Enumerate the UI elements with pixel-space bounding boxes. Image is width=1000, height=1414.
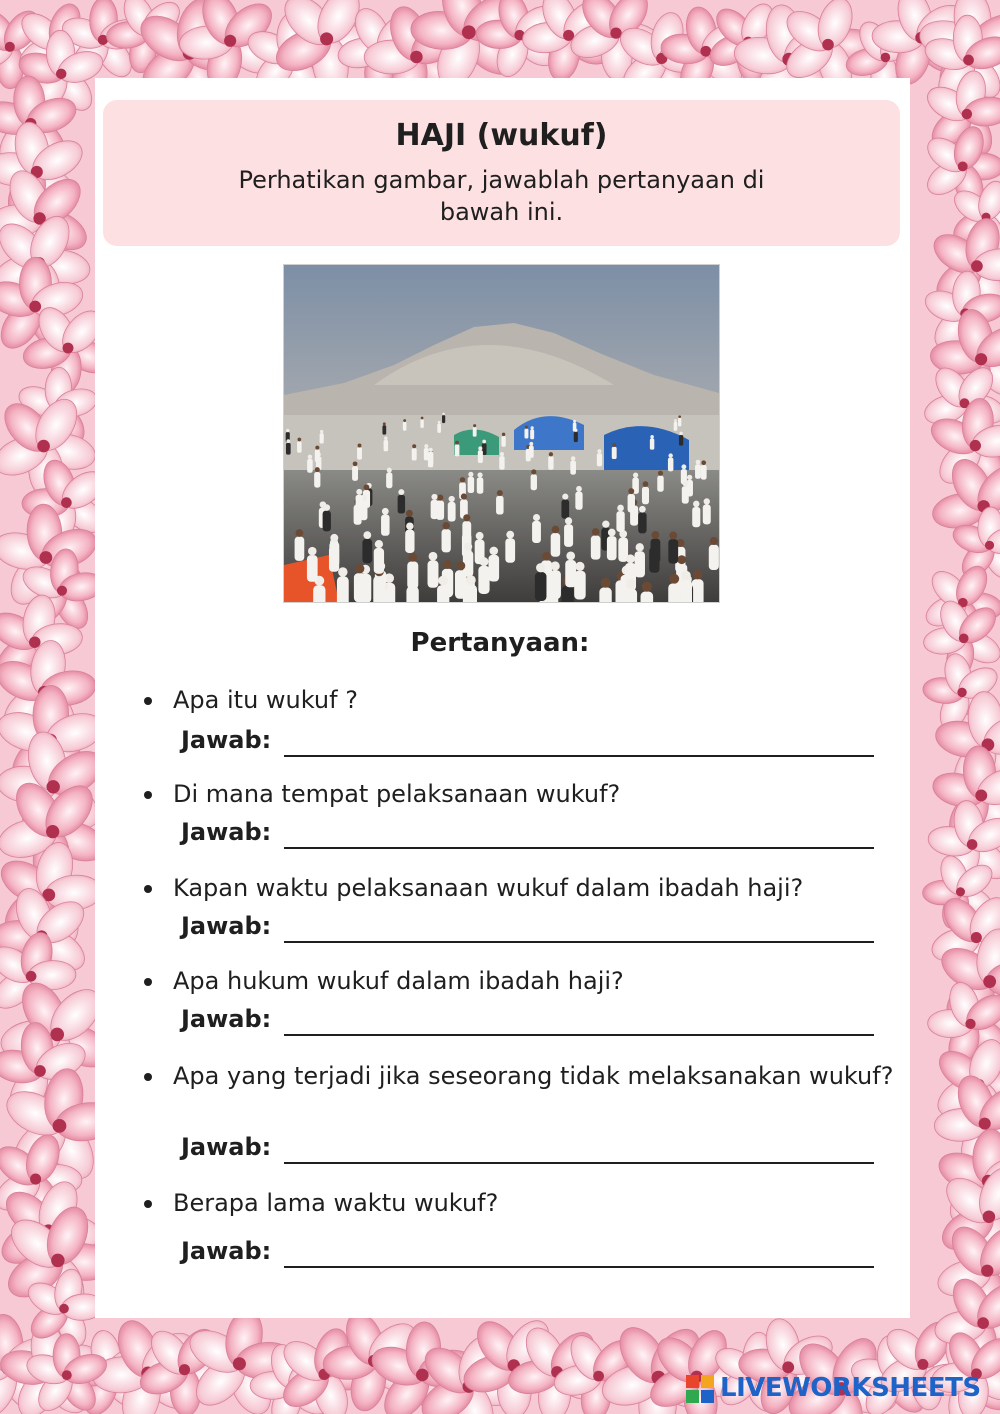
pilgrim-figure (679, 432, 683, 446)
question-text: Di mana tempat pelaksanaan wukuf? (173, 780, 621, 808)
pilgrim-figure (496, 490, 504, 515)
answer-line[interactable] (284, 1162, 874, 1164)
pilgrim-figure (478, 557, 489, 594)
pilgrim-figure (382, 422, 386, 434)
pilgrim-figure (597, 449, 602, 466)
pilgrim-figure (431, 494, 439, 519)
pilgrim-figure (357, 444, 362, 460)
answer-label: Jawab: (181, 1237, 272, 1265)
pilgrim-figure (638, 506, 646, 533)
pilgrim-figure (709, 537, 719, 570)
pilgrim-figure (551, 526, 560, 557)
pilgrim-figure (668, 453, 673, 471)
answer-5 (181, 1133, 271, 1161)
pilgrim-figure (405, 522, 414, 553)
pilgrim-figure (473, 424, 477, 437)
pilgrim-figure (591, 528, 601, 560)
pilgrim-figure (678, 415, 681, 426)
pilgrim-figure (386, 468, 392, 489)
pilgrim-figure (442, 413, 445, 423)
answer-line[interactable] (284, 1266, 874, 1268)
pilgrim-figure (384, 436, 389, 451)
answer-2 (181, 818, 271, 846)
pilgrim-figure (412, 444, 417, 460)
pilgrim-figure (501, 433, 505, 447)
pilgrim-figure (286, 439, 291, 454)
question-text: Berapa lama waktu wukuf? (173, 1189, 499, 1217)
question-text: Apa itu wukuf ? (173, 686, 358, 714)
pilgrim-figure (535, 563, 547, 601)
pilgrim-figure (477, 472, 484, 493)
bullet-icon (144, 1073, 152, 1081)
pilgrim-figure (323, 504, 331, 531)
pilgrim-figure (561, 494, 569, 519)
pilgrim-figure (362, 531, 372, 563)
answer-label: Jawab: (181, 818, 272, 846)
pilgrim-figure (651, 531, 661, 563)
questions-heading: Pertanyaan: (410, 628, 590, 658)
pilgrim-figure (599, 578, 611, 603)
bullet-icon (144, 885, 152, 893)
wukuf-photo (283, 264, 720, 603)
pilgrim-figure (549, 561, 560, 599)
answer-line[interactable] (284, 847, 874, 849)
pilgrim-figure (478, 446, 483, 463)
pilgrim-figure (374, 540, 384, 574)
pilgrim-figure (692, 501, 700, 528)
pilgrim-figure (295, 529, 305, 561)
bullet-icon (144, 791, 152, 799)
bullet-icon (144, 1200, 152, 1208)
pilgrim-figure (420, 417, 423, 428)
pilgrim-figure (297, 438, 302, 453)
pilgrim-figure (356, 489, 363, 513)
pilgrim-figure (329, 534, 339, 567)
question-1 (140, 684, 910, 716)
pilgrim-figure (314, 467, 320, 487)
pilgrim-figure (462, 514, 471, 543)
question-5 (140, 1060, 910, 1092)
question-3 (140, 872, 910, 904)
answer-line[interactable] (284, 755, 874, 757)
pilgrim-figure (650, 435, 654, 450)
question-6 (140, 1187, 910, 1219)
pilgrim-figure (465, 575, 477, 603)
pilgrim-figure (692, 570, 704, 603)
pilgrim-figure (573, 420, 577, 432)
pilgrim-figure (307, 547, 318, 582)
question-text: Apa hukum wukuf dalam ibadah haji? (173, 967, 624, 995)
pilgrim-figure (407, 553, 418, 589)
answer-label: Jawab: (181, 726, 272, 754)
pilgrim-figure (488, 547, 499, 582)
pilgrim-figure (455, 441, 460, 457)
answer-label: Jawab: (181, 1005, 272, 1033)
pilgrim-figure (524, 426, 528, 439)
pilgrim-figure (337, 567, 349, 603)
pilgrim-figure (642, 481, 649, 504)
pilgrim-figure (354, 564, 366, 602)
pilgrim-figure (381, 508, 390, 536)
pilgrim-figure (403, 419, 407, 431)
question-2 (140, 778, 910, 810)
pilgrim-figure (695, 460, 701, 479)
pilgrim-figure (616, 505, 624, 532)
page-title: HAJI (wukuf) (395, 118, 608, 153)
pilgrim-figure (320, 430, 324, 444)
pilgrim-figure (428, 552, 439, 588)
logo-text: LIVEWORKSHEETS (720, 1373, 981, 1403)
pilgrim-figure (307, 455, 313, 473)
answer-line[interactable] (284, 941, 874, 943)
pilgrim-figure (668, 531, 678, 563)
pilgrim-figure (428, 448, 433, 465)
pilgrim-figure (529, 442, 534, 458)
pilgrim-figure (548, 452, 553, 470)
pilgrim-figure (424, 444, 429, 460)
pilgrim-figure (635, 543, 645, 577)
answer-1 (181, 726, 271, 754)
pilgrim-figure (315, 446, 320, 463)
pilgrim-figure (442, 522, 451, 552)
pilgrim-figure (612, 443, 617, 459)
live-badge-icon (686, 1375, 714, 1403)
bullet-icon (144, 697, 152, 705)
pilgrim-figure (674, 419, 678, 431)
pilgrim-figure (628, 488, 635, 512)
pilgrim-figure (701, 460, 707, 479)
pilgrim-figure (575, 486, 582, 510)
pilgrim-figure (505, 531, 515, 563)
pilgrim-figure (703, 498, 711, 524)
pilgrim-figure (564, 517, 573, 547)
answer-4 (181, 1005, 271, 1033)
bullet-icon (144, 978, 152, 986)
question-text: Kapan waktu pelaksanaan wukuf dalam ibadah haji? (173, 874, 804, 902)
pilgrim-figure (531, 469, 537, 490)
pilgrim-figure (455, 561, 466, 599)
answer-label: Jawab: (181, 1133, 272, 1161)
pilgrim-figure (437, 576, 449, 603)
answer-3 (181, 912, 271, 940)
pilgrim-figure (574, 562, 586, 600)
pilgrim-figure (570, 456, 576, 474)
pilgrim-figure (530, 426, 534, 439)
pilgrim-figure (668, 574, 680, 603)
pilgrim-figure (657, 471, 663, 492)
liveworksheets-logo (686, 1371, 990, 1407)
pilgrim-figure (607, 529, 617, 561)
pilgrim-figure (682, 481, 689, 504)
question-4 (140, 965, 910, 997)
pilgrim-figure (352, 461, 358, 480)
pilgrim-figure (448, 496, 456, 522)
answer-label: Jawab: (181, 912, 272, 940)
pilgrim-figure (468, 472, 474, 493)
pilgrim-figure (437, 421, 441, 433)
answer-line[interactable] (284, 1034, 874, 1036)
instructions: Perhatikan gambar, jawablah pertanyaan di bawah ini. (238, 166, 765, 226)
pilgrim-figure (398, 489, 405, 513)
pilgrim-figure (499, 452, 504, 470)
pilgrim-figure (532, 514, 541, 543)
pilgrim-figure (680, 571, 692, 603)
question-text: Apa yang terjadi jika seseorang tidak melaksanakan wukuf? (173, 1062, 894, 1090)
answer-6 (181, 1237, 271, 1265)
pilgrim-figure (625, 579, 637, 603)
header-box (103, 100, 900, 246)
